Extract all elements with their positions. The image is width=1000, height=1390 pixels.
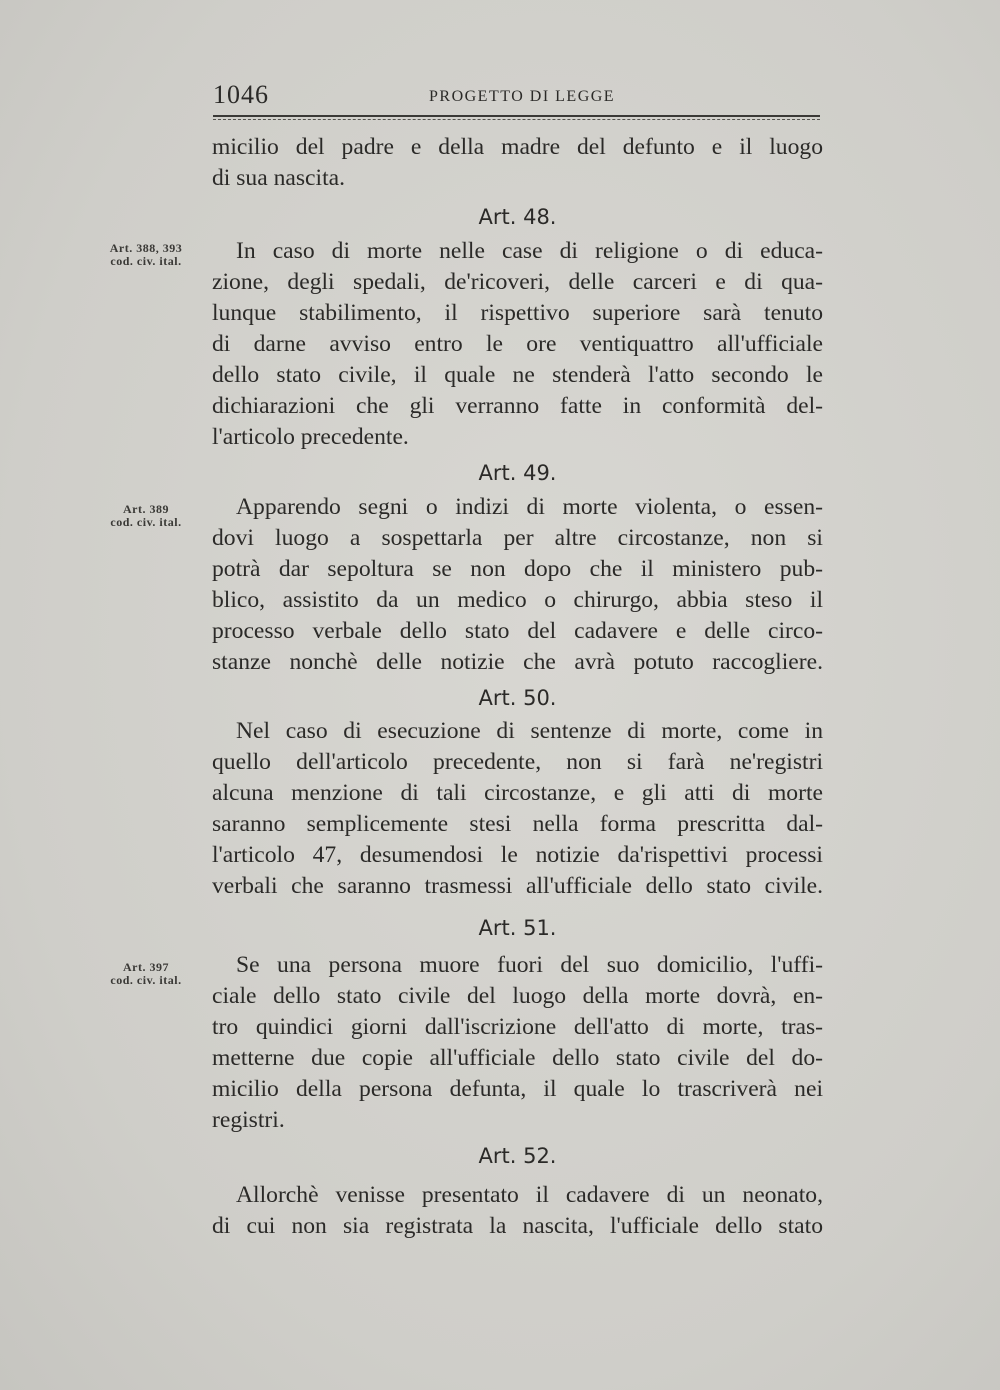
text-line: dovi luogo a sospettarla per altre circostanze, non si <box>212 525 823 551</box>
margin-note-line: Art. 397 <box>123 960 169 974</box>
text-line: micilio del padre e della madre del defunto e il luogo <box>212 134 823 160</box>
text-line: tro quindici giorni dall'iscrizione dell'atto di morte, tras- <box>212 1014 823 1040</box>
text-line: stanze nonchè delle notizie che avrà potuto raccogliere. <box>212 649 823 675</box>
text-line: di cui non sia registrata la nascita, l'ufficiale dello stato <box>212 1213 823 1239</box>
text-line: In caso di morte nelle case di religione o di educa- <box>236 238 823 264</box>
article-heading-49: Art. 49. <box>478 461 557 485</box>
text-line: potrà dar sepoltura se non dopo che il ministero pub- <box>212 556 823 582</box>
article-heading-50: Art. 50. <box>478 686 557 710</box>
text-line: dichiarazioni che gli verranno fatte in conformità del- <box>212 393 823 419</box>
article-51-body <box>212 950 823 1136</box>
running-title: PROGETTO DI LEGGE <box>429 88 616 105</box>
text-line: Se una persona muore fuori del suo domicilio, l'uffi- <box>236 952 823 978</box>
article-50-body <box>212 716 823 902</box>
article-heading-51: Art. 51. <box>478 916 557 940</box>
text-line: l'articolo 47, desumendosi le notizie da'rispettivi processi <box>212 842 823 868</box>
text-line: zione, degli spedali, de'ricoveri, delle carceri e di qua- <box>212 269 823 295</box>
text-line: dello stato civile, il quale ne stenderà l'atto secondo le <box>212 362 823 388</box>
margin-note-line: cod. civ. ital. <box>110 515 182 529</box>
text-line: processo verbale dello stato del cadavere e delle circo- <box>212 618 823 644</box>
page-number: 1046 <box>213 80 269 109</box>
header-rule-dotted <box>213 119 820 120</box>
text-line: l'articolo precedente. <box>212 424 409 450</box>
margin-note-line: Art. 389 <box>123 502 169 516</box>
page-header <box>213 80 821 114</box>
margin-note-line: Art. 388, 393 <box>109 241 183 255</box>
text-line: alcuna menzione di tali circostanze, e gli atti di morte <box>212 780 823 806</box>
text-line: quello dell'articolo precedente, non si farà ne'registri <box>212 749 823 775</box>
article-48-body <box>212 236 823 453</box>
text-line: blico, assistito da un medico o chirurgo, abbia steso il <box>212 587 823 613</box>
margin-note-line: cod. civ. ital. <box>110 973 182 987</box>
text-line: ciale dello stato civile del luogo della morte dovrà, en- <box>212 983 823 1009</box>
margin-note-line: cod. civ. ital. <box>110 254 182 268</box>
text-line: Apparendo segni o indizi di morte violenta, o essen- <box>236 494 823 520</box>
text-line: Allorchè venisse presentato il cadavere di un neonato, <box>236 1182 823 1208</box>
text-line: di sua nascita. <box>212 165 346 191</box>
text-line: saranno semplicemente stesi nella forma prescritta dal- <box>212 811 823 837</box>
text-line: verbali che saranno trasmessi all'ufficiale dello stato civile. <box>212 873 823 899</box>
text-line: di darne avviso entro le ore ventiquattro all'ufficiale <box>212 331 823 357</box>
text-line: registri. <box>212 1107 285 1133</box>
margin-note-art-49 <box>92 503 200 529</box>
article-52-body <box>212 1180 823 1242</box>
article-heading-48: Art. 48. <box>478 205 557 229</box>
margin-note-art-48 <box>92 242 200 268</box>
intro-paragraph <box>212 132 823 194</box>
article-heading-52: Art. 52. <box>478 1144 557 1168</box>
text-line: lunque stabilimento, il rispettivo superiore sarà tenuto <box>212 300 823 326</box>
text-line: metterne due copie all'ufficiale dello stato civile del do- <box>212 1045 823 1071</box>
text-line: Nel caso di esecuzione di sentenze di morte, come in <box>236 718 823 744</box>
margin-note-art-51 <box>92 961 200 987</box>
article-49-body <box>212 492 823 678</box>
text-line: micilio della persona defunta, il quale lo trascriverà nei <box>212 1076 823 1102</box>
header-rule <box>213 115 820 117</box>
